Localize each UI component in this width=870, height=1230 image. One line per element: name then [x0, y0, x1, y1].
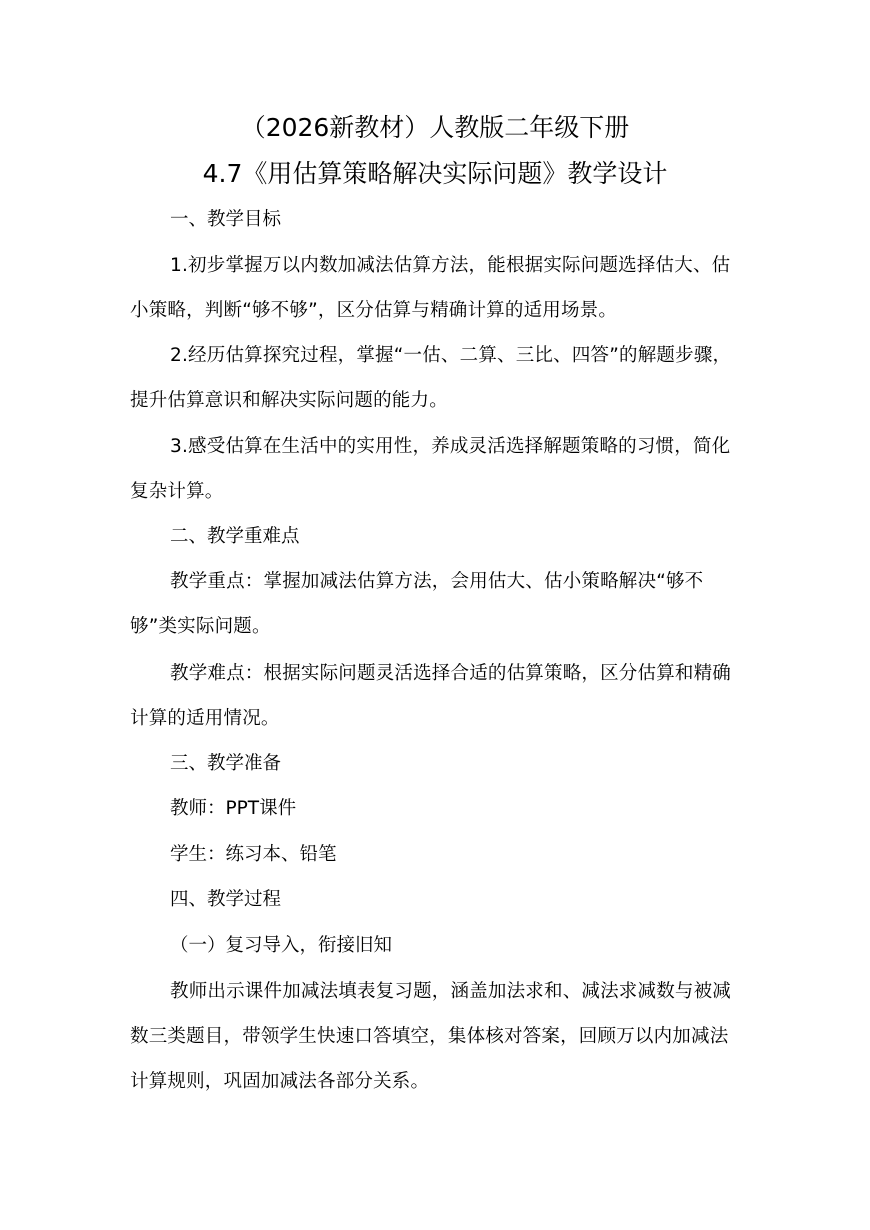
objective-item-2: 2.经历估算探究过程，掌握“一估、二算、三比、四答”的解题步骤，提升估算意识和解决实际问题的能力。: [130, 345, 732, 411]
teacher-preparation: 教师：PPT课件: [170, 798, 297, 819]
objective-item-1: 1.初步掌握万以内数加减法估算方法，能根据实际问题选择估大、估小策略，判断“够不够”，区分估算与精确计算的适用场景。: [130, 255, 731, 321]
difficulty-paragraph: 教学难点：根据实际问题灵活选择合适的估算策略，区分估算和精确计算的适用情况。: [130, 663, 732, 729]
student-preparation: 学生：练习本、铅笔: [170, 844, 337, 865]
section-heading-key-difficult: 二、教学重难点: [170, 526, 300, 547]
section-heading-preparation: 三、教学准备: [170, 753, 282, 774]
section-heading-process: 四、教学过程: [170, 889, 282, 910]
document-title-line2: 4.7《用估算策略解决实际问题》教学设计: [202, 159, 668, 188]
review-paragraph: 教师出示课件加减法填表复习题，涵盖加法求和、减法求减数与被减数三类题目，带领学生快速口答填空，集体核对答案，回顾万以内加减法计算规则，巩固加减法各部分关系。: [130, 981, 732, 1092]
subsection-heading-review: （一）复习导入，衔接旧知: [170, 935, 393, 956]
objective-item-3: 3.感受估算在生活中的实用性，养成灵活选择解题策略的习惯，简化复杂计算。: [130, 436, 731, 502]
section-heading-objectives: 一、教学目标: [170, 209, 282, 230]
document-title-line1: （2026新教材）人教版二年级下册: [240, 113, 630, 142]
key-point-paragraph: 教学重点：掌握加减法估算方法，会用估大、估小策略解决“够不够”类实际问题。: [130, 571, 704, 637]
